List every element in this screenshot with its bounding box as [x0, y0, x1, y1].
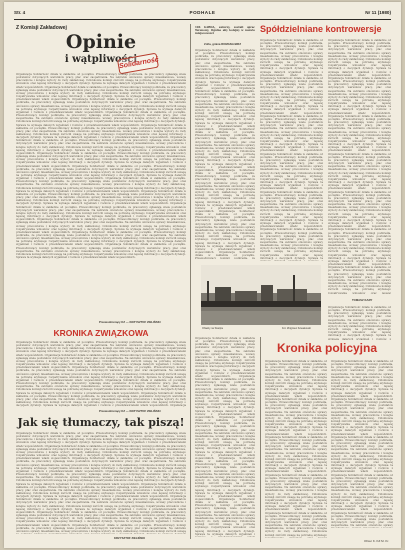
signature-opinie: Przewodniczący KZ — KRZYSZTOF ZIELIŃSKI [99, 320, 161, 324]
signature-spoldzielniane: TOMASZ KARY [352, 298, 373, 302]
middle-lead: 106 GARDA, autorzy, zostali oprac Terenowy, Ogólne aby kolejny w nazwie miejscowości [195, 26, 255, 36]
kronika-policyjna-col1: Organizacja Solidarność działa w zakładzie od początku. Przewodniczący komisji podkreśla, że pracownicy zgłaszają wiele postulatów dotyczących warunków pracy, płac oraz zaopatrzenia. Na zebraniu omówiono sprawy mieszkaniowe, wczasy pracownicze i kolejne wybory do rady zakładowej. Członkowie komisji zwrócili uwagę na potrzebę szybszego rozpatrywania wniosków oraz lepszej informacji o decyzjach dyrekcji. Sprawa ta wymaga dalszych wyjaśnień i rozmów z przedstawicielami władz wojewódzkich. Organizacja Solidarność działa w zakładzie od początku. Przewodniczący komisji podkreśla, że pracownicy zgłaszają wiele postulatów dotyczących warunków pracy, płac oraz zaopatrzenia. Na zebraniu omówiono sprawy mieszkaniowe, wczasy pracownicze i kolejne wybory do rady zakładowej. Członkowie komisji zwrócili uwagę na potrzebę szybszego rozpatrywania wniosków oraz lepszej informacji o decyzjach dyrekcji. Sprawa ta wymaga dalszych wyjaśnień i rozmów z przedstawicielami władz wojewódzkich. Organizacja Solidarność działa w zakładzie od początku. Przewodniczący komisji podkreśla, że pracownicy zgłaszają wiele postulatów dotyczących warunków pracy, płac oraz zaopatrzenia. Na zebraniu omówiono sprawy mieszkaniowe, wczasy pracownicze i kolejne wybory do rady zakładowej. Członkowie komisji zwrócili uwagę na potrzebę szybszego rozpatrywania wniosków oraz lepszej informacji o decyzjach dyrekcji. Sprawa ta wymaga dalszych wyjaśnień i rozmów z przedstawicielami władz wojewódzkich. Organizacja Solidarność działa w zakładzie od początku. Przewodniczący komisji podkreśla, że pracownicy zgłaszają wiele postulatów dotyczących warunków pracy, płac oraz zaopatrzenia. Na zebraniu omówiono sprawy mieszkaniowe, wczasy pracownicze i kolejne wybory do rady zakładowej. Członkowie komisji zwrócili uwagę na potrzebę szybszego rozpatrywania wniosków oraz lepszej informacji o decyzjach dyrekcji. Sprawa ta wymaga dalszych wyjaśnień i rozmów z przedstawicielami władz wojewódzkich. Organizacja Solidarność działa w zakładzie od początku. Przewodniczący komisji podkreśla, że pracownicy zgłaszają wiele postulatów dotyczących warunków pracy, płac oraz zaopatrzenia. Na zebraniu omówiono sprawy mieszkaniowe, wczasy pracownicze i kolejne wybory do rady zakładowej. Członkowie komisji zwrócili uwagę na potrzebę szybszego [265, 360, 327, 537]
signature-jak-sie: KRZYSZTOF ZIELIŃSKI [114, 536, 146, 540]
spoldzielniane-note: Organizacja Solidarność działa w zakładzie od początku. Przewodniczący komisji podkreśla, że pracownicy zgłaszają wiele postulatów dotyczących warunków pracy, płac oraz zaopatrzenia. Na zebraniu omówiono sprawy mieszkaniowe, wczasy pracownicze i kolejne wybory do rady zakładowej. Członkowie komisji zwrócili uwagę na potrzebę szybszego rozpatrywania wniosków oraz lepszej informacji o decyzjach dyrekcji. Sprawa ta wymaga dalszych wyjaśnień i rozmów z [328, 306, 391, 340]
factory-photo [201, 265, 321, 325]
section-kicker: Z Komisji Zakładowej [16, 25, 67, 31]
middle-author: Zofia, gmina ROMANA BIRZ [204, 42, 242, 46]
middle-column-body: Organizacja Solidarność działa w zakładzie od początku. Przewodniczący komisji podkreśla, że pracownicy zgłaszają wiele postulatów dotyczących warunków pracy, płac oraz zaopatrzenia. Na zebraniu omówiono sprawy mieszkaniowe, wczasy pracownicze i kolejne wybory do rady zakładowej. Członkowie komisji zwrócili uwagę na potrzebę szybszego rozpatrywania wniosków oraz lepszej informacji o decyzjach dyrekcji. Sprawa ta wymaga dalszych wyjaśnień i rozmów z przedstawicielami władz wojewódzkich. Organizacja Solidarność działa w zakładzie od początku. Przewodniczący komisji podkreśla, że pracownicy zgłaszają wiele postulatów dotyczących warunków pracy, płac oraz zaopatrzenia. Na zebraniu omówiono sprawy mieszkaniowe, wczasy pracownicze i kolejne wybory do rady zakładowej. Członkowie komisji zwrócili uwagę na potrzebę szybszego rozpatrywania wniosków oraz lepszej informacji o decyzjach dyrekcji. Sprawa ta wymaga dalszych wyjaśnień i rozmów z przedstawicielami władz wojewódzkich. Organizacja Solidarność działa w zakładzie od początku. Przewodniczący komisji podkreśla, że pracownicy zgłaszają wiele postulatów dotyczących warunków pracy, płac oraz zaopatrzenia. Na zebraniu omówiono sprawy mieszkaniowe, wczasy pracownicze i kolejne wybory do rady zakładowej. Członkowie komisji zwrócili uwagę na potrzebę szybszego rozpatrywania wniosków oraz lepszej informacji o decyzjach dyrekcji. Sprawa ta wymaga dalszych wyjaśnień i rozmów z przedstawicielami władz wojewódzkich. Organizacja Solidarność działa w zakładzie od początku. Przewodniczący komisji podkreśla, że pracownicy zgłaszają wiele postulatów dotyczących warunków pracy, płac oraz zaopatrzenia. Na zebraniu omówiono sprawy mieszkaniowe, wczasy pracownicze i kolejne wybory do rady zakładowej. Członkowie komisji zwrócili uwagę na potrzebę szybszego rozpatrywania wniosków oraz lepszej informacji o decyzjach dyrekcji. Sprawa ta wymaga dalszych wyjaśnień i rozmów z przedstawicielami władz wojewódzkich. Organizacja Solidarność działa w zakładzie od początku. Przewodniczący komisji podkreśla, że pracownicy zgłaszają wiele postulatów dotyczących warunków pracy, płac oraz zaopatrzenia. Na zebraniu omówiono sprawy mieszkaniowe, wczasy pracownicze i kolejne wybory do rady zakładowej. Członkowie komisji zwrócili uwagę na potrzebę szybszego rozpatrywania wniosków oraz lepszej informacji o decyzjach dyrekcji. Sprawa ta wymaga dalszych wyjaśnień i rozmów z przedstawicielami władz wojewódzkich. Organizacja Solidarność działa w zakładzie od początku. Przewodniczący komisji podkreśla, że [195, 49, 255, 259]
kronika-zwiazkowa-body: Organizacja Solidarność działa w zakładzie od początku. Przewodniczący komisji podkreśla, że pracownicy zgłaszają wiele postulatów dotyczących warunków pracy, płac oraz zaopatrzenia. Na zebraniu omówiono sprawy mieszkaniowe, wczasy pracownicze i kolejne wybory do rady zakładowej. Członkowie komisji zwrócili uwagę na potrzebę szybszego rozpatrywania wniosków oraz lepszej informacji o decyzjach dyrekcji. Sprawa ta wymaga dalszych wyjaśnień i rozmów z przedstawicielami władz wojewódzkich. Organizacja Solidarność działa w zakładzie od początku. Przewodniczący komisji podkreśla, że pracownicy zgłaszają wiele postulatów dotyczących warunków pracy, płac oraz zaopatrzenia. Na zebraniu omówiono sprawy mieszkaniowe, wczasy pracownicze i kolejne wybory do rady zakładowej. Członkowie komisji zwrócili uwagę na potrzebę szybszego rozpatrywania wniosków oraz lepszej informacji o decyzjach dyrekcji. Sprawa ta wymaga dalszych wyjaśnień i rozmów z przedstawicielami władz wojewódzkich. Organizacja Solidarność działa w zakładzie od początku. Przewodniczący komisji podkreśla, że pracownicy zgłaszają wiele postulatów dotyczących warunków pracy, płac oraz zaopatrzenia. Na zebraniu omówiono sprawy mieszkaniowe, wczasy pracownicze i kolejne wybory do rady zakładowej. Członkowie komisji zwrócili uwagę na potrzebę szybszego rozpatrywania wniosków oraz lepszej informacji o decyzjach dyrekcji. Sprawa ta wymaga dalszych wyjaśnień i rozmów z przedstawicielami władz wojewódzkich. Organizacja Solidarność działa w zakładzie od początku. Przewodniczący komisji podkreśla, że pracownicy zgłaszają wiele postulatów dotyczących warunków pracy, płac oraz zaopatrzenia. Na zebraniu omówiono sprawy mieszkaniowe, wczasy pracownicze i kolejne wybory do rady zakładowej. Członkowie komisji zwrócili uwagę na potrzebę szybszego rozpatrywania wniosków oraz lepszej informacji o decyzjach dyrekcji. Sprawa ta wymaga dalszych wyjaśnień i rozmów z przedstawicielami władz wojewódzkich. Organizacja Solidarność działa w zakładzie od początku. Przewodniczący komisji podkreśla, że pracownicy zgłaszają wiele postulatów dotyczących warunków pracy, płac oraz zaopatrzenia. Na zebraniu omówiono sprawy mieszkaniowe, wczasy pracownicze i kolejne wybory do rady zakładowej. Członkowie komisji zwrócili uwagę na potrzebę szybszego rozpatrywania wniosków oraz lepszej informacji o decyzjach dyrekcji. Sprawa ta wymaga dalszych wyjaśnień i rozmów z przedstawicielami władz wojewódzkich. Organizacja [16, 341, 186, 407]
signature-kronika: Przewodniczący KZ — KRZYSZTOF ZIELIŃSKI [99, 409, 161, 413]
article-body-jak-sie-tlumaczy: Organizacja Solidarność działa w zakładzie od początku. Przewodniczący komisji podkreśla, że pracownicy zgłaszają wiele postulatów dotyczących warunków pracy, płac oraz zaopatrzenia. Na zebraniu omówiono sprawy mieszkaniowe, wczasy pracownicze i kolejne wybory do rady zakładowej. Członkowie komisji zwrócili uwagę na potrzebę szybszego rozpatrywania wniosków oraz lepszej informacji o decyzjach dyrekcji. Sprawa ta wymaga dalszych wyjaśnień i rozmów z przedstawicielami władz wojewódzkich. Organizacja Solidarność działa w zakładzie od początku. Przewodniczący komisji podkreśla, że pracownicy zgłaszają wiele postulatów dotyczących warunków pracy, płac oraz zaopatrzenia. Na zebraniu omówiono sprawy mieszkaniowe, wczasy pracownicze i kolejne wybory do rady zakładowej. Członkowie komisji zwrócili uwagę na potrzebę szybszego rozpatrywania wniosków oraz lepszej informacji o decyzjach dyrekcji. Sprawa ta wymaga dalszych wyjaśnień i rozmów z przedstawicielami władz wojewódzkich. Organizacja Solidarność działa w zakładzie od początku. Przewodniczący komisji podkreśla, że pracownicy zgłaszają wiele postulatów dotyczących warunków pracy, płac oraz zaopatrzenia. Na zebraniu omówiono sprawy mieszkaniowe, wczasy pracownicze i kolejne wybory do rady zakładowej. Członkowie komisji zwrócili uwagę na potrzebę szybszego rozpatrywania wniosków oraz lepszej informacji o decyzjach dyrekcji. Sprawa ta wymaga dalszych wyjaśnień i rozmów z przedstawicielami władz wojewódzkich. Organizacja Solidarność działa w zakładzie od początku. Przewodniczący komisji podkreśla, że pracownicy zgłaszają wiele postulatów dotyczących warunków pracy, płac oraz zaopatrzenia. Na zebraniu omówiono sprawy mieszkaniowe, wczasy pracownicze i kolejne wybory do rady zakładowej. Członkowie komisji zwrócili uwagę na potrzebę szybszego rozpatrywania wniosków oraz lepszej informacji o decyzjach dyrekcji. Sprawa ta wymaga dalszych wyjaśnień i rozmów z przedstawicielami władz wojewódzkich. Organizacja Solidarność działa w zakładzie od początku. Przewodniczący komisji podkreśla, że pracownicy zgłaszają wiele postulatów dotyczących warunków pracy, płac oraz zaopatrzenia. Na zebraniu omówiono sprawy mieszkaniowe, wczasy pracownicze i kolejne wybory do rady zakładowej. Członkowie komisji zwrócili uwagę na potrzebę szybszego rozpatrywania wniosków oraz lepszej informacji o decyzjach dyrekcji. Sprawa ta wymaga dalszych wyjaśnień i rozmów z przedstawicielami władz wojewódzkich. Organizacja Solidarność działa w zakładzie od początku. Przewodniczący komisji podkreśla, że pracownicy zgłaszają wiele postulatów dotyczących warunków pracy, płac oraz zaopatrzenia. Na zebraniu omówiono sprawy mieszkaniowe, wczasy pracownicze i kolejne wybory do rady zakładowej. Członkowie komisji zwrócili uwagę na potrzebę szybszego rozpatrywania wniosków oraz lepszej informacji o decyzjach dyrekcji. Sprawa ta wymaga dalszych wyjaśnień i rozmów z przedstawicielami władz wojewódzkich. Organizacja Solidarność działa w zakładzie od początku. Przewodniczący komisji podkreśla, że pracownicy zgłaszają wiele postulatów dotyczących warunków pracy, płac oraz zaopatrzenia. Na zebraniu omówiono sprawy mieszkaniowe, wczasy pracownicze i kolejne wybory do rady zakładowej. Członkowie komisji zwrócili uwagę na potrzebę szybszego rozpatrywania wniosków oraz lepszej informacji o decyzjach dyrekcji. Sprawa ta wymaga dalszych wyjaśnień i rozmów z przedstawicielami władz wojewódzkich. Organizacja Solidarność działa w zakładzie od początku. Przewodniczący komisji podkreśla, że pracownicy zgłaszają wiele postulatów dotyczących warunków pracy, płac oraz zaopatrzenia. Na zebraniu omówiono sprawy mieszkaniowe, wczasy pracownicze i kolejne wybory do rady zakładowej. Członkowie komisji zwrócili uwagę [16, 432, 186, 533]
column-rule [190, 24, 191, 539]
header-rule [14, 19, 391, 20]
photo-caption-left: Obiekty na Skarpie [202, 327, 224, 330]
solidarnosc-stamp: Solidarność [117, 53, 159, 75]
spoldzielniane-title: Spółdzielniane kontrowersje [260, 24, 382, 34]
kronika-policyjna-col2: Organizacja Solidarność działa w zakładzie od początku. Przewodniczący komisji podkreśla, że pracownicy zgłaszają wiele postulatów dotyczących warunków pracy, płac oraz zaopatrzenia. Na zebraniu omówiono sprawy mieszkaniowe, wczasy pracownicze i kolejne wybory do rady zakładowej. Członkowie komisji zwrócili uwagę na potrzebę szybszego rozpatrywania wniosków oraz lepszej informacji o decyzjach dyrekcji. Sprawa ta wymaga dalszych wyjaśnień i rozmów z przedstawicielami władz wojewódzkich. Organizacja Solidarność działa w zakładzie od początku. Przewodniczący komisji podkreśla, że pracownicy zgłaszają wiele postulatów dotyczących warunków pracy, płac oraz zaopatrzenia. Na zebraniu omówiono sprawy mieszkaniowe, wczasy pracownicze i kolejne wybory do rady zakładowej. Członkowie komisji zwrócili uwagę na potrzebę szybszego rozpatrywania wniosków oraz lepszej informacji o decyzjach dyrekcji. Sprawa ta wymaga dalszych wyjaśnień i rozmów z przedstawicielami władz wojewódzkich. Organizacja Solidarność działa w zakładzie od początku. Przewodniczący komisji podkreśla, że pracownicy zgłaszają wiele postulatów dotyczących warunków pracy, płac oraz zaopatrzenia. Na zebraniu omówiono sprawy mieszkaniowe, wczasy pracownicze i kolejne wybory do rady zakładowej. Członkowie komisji zwrócili uwagę na potrzebę szybszego rozpatrywania wniosków oraz lepszej informacji o decyzjach dyrekcji. Sprawa ta wymaga dalszych wyjaśnień i rozmów z przedstawicielami władz wojewódzkich. Organizacja Solidarność działa w zakładzie od początku. Przewodniczący komisji podkreśla, że pracownicy zgłaszają wiele postulatów dotyczących warunków pracy, płac oraz zaopatrzenia. Na zebraniu omówiono sprawy mieszkaniowe, wczasy pracownicze i kolejne wybory do rady zakładowej. Członkowie komisji zwrócili uwagę na potrzebę szybszego rozpatrywania wniosków oraz lepszej informacji o decyzjach dyrekcji. Sprawa ta wymaga dalszych wyjaśnień i rozmów z przedstawicielami władz wojewódzkich. Organizacja Solidarność działa w zakładzie od początku. Przewodniczący komisji podkreśla, że pracownicy zgłaszają wiele postulatów dotyczących warunków pracy, płac oraz zaopatrzenia. Na zebraniu omówiono sprawy [331, 360, 393, 528]
headline-jak-sie-tlumaczy: Jak się tłumaczy, tak piszą! [17, 416, 185, 429]
kronika-zwiazkowa-title: KRONIKA ZWIĄZKOWA [53, 328, 149, 338]
newspaper-page [4, 2, 401, 548]
article-body-opinie: Organizacja Solidarność działa w zakładzie od początku. Przewodniczący komisji podkreśla, że pracownicy zgłaszają wiele postulatów dotyczących warunków pracy, płac oraz zaopatrzenia. Na zebraniu omówiono sprawy mieszkaniowe, wczasy pracownicze i kolejne wybory do rady zakładowej. Członkowie komisji zwrócili uwagę na potrzebę szybszego rozpatrywania wniosków oraz lepszej informacji o decyzjach dyrekcji. Sprawa ta wymaga dalszych wyjaśnień i rozmów z przedstawicielami władz wojewódzkich. Organizacja Solidarność działa w zakładzie od początku. Przewodniczący komisji podkreśla, że pracownicy zgłaszają wiele postulatów dotyczących warunków pracy, płac oraz zaopatrzenia. Na zebraniu omówiono sprawy mieszkaniowe, wczasy pracownicze i kolejne wybory do rady zakładowej. Członkowie komisji zwrócili uwagę na potrzebę szybszego rozpatrywania wniosków oraz lepszej informacji o decyzjach dyrekcji. Sprawa ta wymaga dalszych wyjaśnień i rozmów z przedstawicielami władz wojewódzkich. Organizacja Solidarność działa w zakładzie od początku. Przewodniczący komisji podkreśla, że pracownicy zgłaszają wiele postulatów dotyczących warunków pracy, płac oraz zaopatrzenia. Na zebraniu omówiono sprawy mieszkaniowe, wczasy pracownicze i kolejne wybory do rady zakładowej. Członkowie komisji zwrócili uwagę na potrzebę szybszego rozpatrywania wniosków oraz lepszej informacji o decyzjach dyrekcji. Sprawa ta wymaga dalszych wyjaśnień i rozmów z przedstawicielami władz wojewódzkich. Organizacja Solidarność działa w zakładzie od początku. Przewodniczący komisji podkreśla, że pracownicy zgłaszają wiele postulatów dotyczących warunków pracy, płac oraz zaopatrzenia. Na zebraniu omówiono sprawy mieszkaniowe, wczasy pracownicze i kolejne wybory do rady zakładowej. Członkowie komisji zwrócili uwagę na potrzebę szybszego rozpatrywania wniosków oraz lepszej informacji o decyzjach dyrekcji. Sprawa ta wymaga dalszych wyjaśnień i rozmów z przedstawicielami władz wojewódzkich. Organizacja Solidarność działa w zakładzie od początku. Przewodniczący komisji podkreśla, że pracownicy zgłaszają wiele postulatów dotyczących warunków pracy, płac oraz zaopatrzenia. Na zebraniu omówiono sprawy mieszkaniowe, wczasy pracownicze i kolejne wybory do rady zakładowej. Członkowie komisji zwrócili uwagę na potrzebę szybszego rozpatrywania wniosków oraz lepszej informacji o decyzjach dyrekcji. Sprawa ta wymaga dalszych wyjaśnień i rozmów z przedstawicielami władz wojewódzkich. Organizacja Solidarność działa w zakładzie od początku. Przewodniczący komisji podkreśla, że pracownicy zgłaszają wiele postulatów dotyczących warunków pracy, płac oraz zaopatrzenia. Na zebraniu omówiono sprawy mieszkaniowe, wczasy pracownicze i kolejne wybory do rady zakładowej. Członkowie komisji zwrócili uwagę na potrzebę szybszego rozpatrywania wniosków oraz lepszej informacji o decyzjach dyrekcji. Sprawa ta wymaga dalszych wyjaśnień i rozmów z przedstawicielami władz wojewódzkich. Organizacja Solidarność działa w zakładzie od początku. Przewodniczący komisji podkreśla, że pracownicy zgłaszają wiele postulatów dotyczących warunków pracy, płac oraz zaopatrzenia. Na zebraniu omówiono sprawy mieszkaniowe, wczasy pracownicze i kolejne wybory do rady zakładowej. Członkowie komisji zwrócili uwagę na potrzebę szybszego rozpatrywania wniosków oraz lepszej informacji o decyzjach dyrekcji. Sprawa ta wymaga dalszych wyjaśnień i rozmów z przedstawicielami władz wojewódzkich. Organizacja Solidarność działa w zakładzie od początku. Przewodniczący komisji podkreśla, że pracownicy zgłaszają wiele postulatów dotyczących warunków pracy, płac oraz zaopatrzenia. Na zebraniu omówiono sprawy mieszkaniowe, wczasy pracownicze i kolejne wybory do rady zakładowej. Członkowie komisji zwrócili uwagę na potrzebę szybszego rozpatrywania wniosków oraz lepszej informacji o decyzjach dyrekcji. Sprawa ta wymaga dalszych wyjaśnień i rozmów z przedstawicielami władz wojewódzkich. Organizacja Solidarność działa w zakładzie od początku. Przewodniczący komisji podkreśla, że pracownicy zgłaszają wiele postulatów dotyczących warunków pracy, płac oraz zaopatrzenia. Na zebraniu omówiono sprawy mieszkaniowe, wczasy pracownicze i kolejne wybory do rady zakładowej. Członkowie komisji zwrócili uwagę na potrzebę szybszego rozpatrywania wniosków oraz lepszej informacji o decyzjach dyrekcji. Sprawa ta wymaga dalszych wyjaśnień i rozmów z przedstawicielami władz wojewódzkich. Organizacja Solidarność działa w zakładzie od początku. Przewodniczący komisji podkreśla, że pracownicy zgłaszają wiele postulatów dotyczących warunków pracy, płac oraz zaopatrzenia. Na zebraniu omówiono sprawy mieszkaniowe, wczasy pracownicze i kolejne wybory do rady zakładowej. Członkowie komisji zwrócili uwagę na potrzebę szybszego rozpatrywania wniosków oraz lepszej informacji o decyzjach dyrekcji. Sprawa ta wymaga dalszych wyjaśnień i rozmów z przedstawicielami władz wojewódzkich. Organizacja Solidarność działa w zakładzie od początku. Przewodniczący komisji podkreśla, że pracownicy zgłaszają wiele postulatów dotyczących warunków pracy, płac oraz zaopatrzenia. Na zebraniu omówiono sprawy mieszkaniowe, wczasy pracownicze i kolejne wybory do rady zakładowej. Członkowie komisji zwrócili uwagę na potrzebę szybszego rozpatrywania wniosków oraz lepszej informacji o decyzjach dyrekcji. Sprawa ta wymaga dalszych wyjaśnień i rozmów z przedstawicielami władz wojewódzkich. Organizacja Solidarność działa w zakładzie od początku. Przewodniczący komisji podkreśla, że pracownicy zgłaszają wiele postulatów dotyczących warunków pracy, płac oraz zaopatrzenia. Na zebraniu omówiono sprawy mieszkaniowe, wczasy pracownicze i kolejne wybory do rady zakładowej. Członkowie komisji zwrócili uwagę na potrzebę szybszego rozpatrywania wniosków oraz lepszej informacji o decyzjach dyrekcji. Sprawa ta wymaga dalszych wyjaśnień i rozmów z przedstawicielami władz wojewódzkich. Organizacja Solidarność działa w zakładzie od początku. Przewodniczący komisji podkreśla, że pracownicy zgłaszają wiele postulatów dotyczących warunków pracy, płac oraz zaopatrzenia. Na zebraniu omówiono sprawy mieszkaniowe, wczasy pracownicze i kolejne wybory do rady zakładowej. Członkowie komisji zwrócili uwagę na potrzebę szybszego rozpatrywania wniosków oraz lepszej informacji o decyzjach dyrekcji. Sprawa ta wymaga dalszych wyjaśnień i rozmów z przedstawicielami władz wojewódzkich. Organizacja Solidarność działa w zakładzie od początku. Przewodniczący komisji podkreśla, że pracownicy zgłaszają wiele postulatów dotyczących warunków pracy, płac oraz zaopatrzenia. Na zebraniu omówiono sprawy mieszkaniowe, wczasy pracownicze i kolejne wybory do rady zakładowej. Członkowie komisji zwrócili uwagę na potrzebę szybszego rozpatrywania wniosków oraz lepszej informacji o decyzjach dyrekcji. Sprawa ta wymaga dalszych wyjaśnień i rozmów z przedstawicielami władz wojewódzkich. [16, 73, 186, 260]
page-number: Str. 4 [14, 10, 26, 15]
footer-note: Oficer K. KZ M. Kr. [363, 539, 389, 543]
masthead: PODHALE [189, 10, 216, 15]
headline-watpliwosci: i wątpliwości [64, 54, 138, 65]
column-rule [260, 337, 261, 542]
kronika-policyjna-title: Kronika policyjna [276, 341, 378, 355]
spoldzielniane-body-col2: Organizacja Solidarność działa w zakładzie od początku. Przewodniczący komisji podkreśla, że pracownicy zgłaszają wiele postulatów dotyczących warunków pracy, płac oraz zaopatrzenia. Na zebraniu omówiono sprawy mieszkaniowe, wczasy pracownicze i kolejne wybory do rady zakładowej. Członkowie komisji zwrócili uwagę na potrzebę szybszego rozpatrywania wniosków oraz lepszej informacji o decyzjach dyrekcji. Sprawa ta wymaga dalszych wyjaśnień i rozmów z przedstawicielami władz wojewódzkich. Organizacja Solidarność działa w zakładzie od początku. Przewodniczący komisji podkreśla, że pracownicy zgłaszają wiele postulatów dotyczących warunków pracy, płac oraz zaopatrzenia. Na zebraniu omówiono sprawy mieszkaniowe, wczasy pracownicze i kolejne wybory do rady zakładowej. Członkowie komisji zwrócili uwagę na potrzebę szybszego rozpatrywania wniosków oraz lepszej informacji o decyzjach dyrekcji. Sprawa ta wymaga dalszych wyjaśnień i rozmów z przedstawicielami władz wojewódzkich. Organizacja Solidarność działa w zakładzie od początku. Przewodniczący komisji podkreśla, że pracownicy zgłaszają wiele postulatów dotyczących warunków pracy, płac oraz zaopatrzenia. Na zebraniu omówiono sprawy mieszkaniowe, wczasy pracownicze i kolejne wybory do rady zakładowej. Członkowie komisji zwrócili uwagę na potrzebę szybszego rozpatrywania wniosków oraz lepszej informacji o decyzjach dyrekcji. Sprawa ta wymaga dalszych wyjaśnień i rozmów z przedstawicielami władz wojewódzkich. Organizacja Solidarność działa w zakładzie od początku. Przewodniczący komisji podkreśla, że pracownicy zgłaszają wiele postulatów dotyczących warunków pracy, płac oraz zaopatrzenia. Na zebraniu omówiono sprawy mieszkaniowe, wczasy pracownicze i kolejne wybory do rady zakładowej. Członkowie komisji zwrócili uwagę na potrzebę szybszego rozpatrywania wniosków oraz lepszej informacji o decyzjach dyrekcji. Sprawa ta wymaga dalszych wyjaśnień i rozmów z przedstawicielami władz wojewódzkich. Organizacja Solidarność działa w zakładzie od początku. Przewodniczący komisji podkreśla, że pracownicy zgłaszają wiele postulatów dotyczących warunków pracy, płac oraz zaopatrzenia. Na zebraniu omówiono sprawy mieszkaniowe, wczasy pracownicze i kolejne wybory do rady zakładowej. Członkowie komisji zwrócili uwagę na potrzebę szybszego rozpatrywania wniosków oraz lepszej informacji o decyzjach dyrekcji. Sprawa ta wymaga dalszych wyjaśnień i rozmów z przedstawicielami władz wojewódzkich. Organizacja Solidarność działa w zakładzie od początku. Przewodniczący komisji podkreśla, że pracownicy zgłaszają wiele postulatów dotyczących warunków pracy, płac oraz zaopatrzenia. Na zebraniu omówiono sprawy mieszkaniowe, wczasy pracownicze i kolejne wybory do rady zakładowej. Członkowie komisji zwrócili uwagę na potrzebę szybszego rozpatrywania wniosków oraz lepszej informacji o decyzjach dyrekcji. Sprawa ta wymaga dalszych wyjaśnień i rozmów z przedstawicielami władz wojewódzkich. Organizacja Solidarność działa w zakładzie od początku. Przewodniczący komisji podkreśla, że pracownicy zgłaszają wiele postulatów dotyczących warunków pracy, płac oraz zaopatrzenia. Na zebraniu omówiono sprawy mieszkaniowe, wczasy pracownicze i kolejne wybory do rady zakładowej. Członkowie komisji zwrócili uwagę na potrzebę szybszego rozpatrywania wniosków oraz lepszej [328, 39, 391, 294]
spoldzielniane-body-col1: Organizacja Solidarność działa w zakładzie od początku. Przewodniczący komisji podkreśla, że pracownicy zgłaszają wiele postulatów dotyczących warunków pracy, płac oraz zaopatrzenia. Na zebraniu omówiono sprawy mieszkaniowe, wczasy pracownicze i kolejne wybory do rady zakładowej. Członkowie komisji zwrócili uwagę na potrzebę szybszego rozpatrywania wniosków oraz lepszej informacji o decyzjach dyrekcji. Sprawa ta wymaga dalszych wyjaśnień i rozmów z przedstawicielami władz wojewódzkich. Organizacja Solidarność działa w zakładzie od początku. Przewodniczący komisji podkreśla, że pracownicy zgłaszają wiele postulatów dotyczących warunków pracy, płac oraz zaopatrzenia. Na zebraniu omówiono sprawy mieszkaniowe, wczasy pracownicze i kolejne wybory do rady zakładowej. Członkowie komisji zwrócili uwagę na potrzebę szybszego rozpatrywania wniosków oraz lepszej informacji o decyzjach dyrekcji. Sprawa ta wymaga dalszych wyjaśnień i rozmów z przedstawicielami władz wojewódzkich. Organizacja Solidarność działa w zakładzie od początku. Przewodniczący komisji podkreśla, że pracownicy zgłaszają wiele postulatów dotyczących warunków pracy, płac oraz zaopatrzenia. Na zebraniu omówiono sprawy mieszkaniowe, wczasy pracownicze i kolejne wybory do rady zakładowej. Członkowie komisji zwrócili uwagę na potrzebę szybszego rozpatrywania wniosków oraz lepszej informacji o decyzjach dyrekcji. Sprawa ta wymaga dalszych wyjaśnień i rozmów z przedstawicielami władz wojewódzkich. Organizacja Solidarność działa w zakładzie od początku. Przewodniczący komisji podkreśla, że pracownicy zgłaszają wiele postulatów dotyczących warunków pracy, płac oraz zaopatrzenia. Na zebraniu omówiono sprawy mieszkaniowe, wczasy pracownicze i kolejne wybory do rady zakładowej. Członkowie komisji zwrócili uwagę na potrzebę szybszego rozpatrywania wniosków oraz lepszej informacji o decyzjach dyrekcji. Sprawa ta wymaga dalszych wyjaśnień i rozmów z przedstawicielami władz wojewódzkich. Organizacja Solidarność działa w zakładzie od początku. Przewodniczący komisji podkreśla, że pracownicy zgłaszają wiele postulatów dotyczących warunków pracy, płac oraz zaopatrzenia. Na zebraniu omówiono sprawy mieszkaniowe, wczasy pracownicze i kolejne wybory do rady zakładowej. Członkowie komisji zwrócili uwagę na potrzebę szybszego rozpatrywania wniosków oraz lepszej informacji o decyzjach dyrekcji. Sprawa ta wymaga dalszych wyjaśnień i rozmów z przedstawicielami władz wojewódzkich. Organizacja Solidarność działa w zakładzie od początku. Przewodniczący komisji podkreśla, że pracownicy zgłaszają wiele postulatów dotyczących warunków pracy, płac oraz zaopatrzenia. Na zebraniu omówiono sprawy mieszkaniowe, wczasy pracownicze i kolejne wybory do rady zakładowej. Członkowie komisji zwrócili uwagę na potrzebę szybszego rozpatrywania wniosków oraz lepszej informacji o decyzjach dyrekcji. Sprawa ta [260, 39, 323, 260]
lower-middle-body: Organizacja Solidarność działa w zakładzie od początku. Przewodniczący komisji podkreśla, że pracownicy zgłaszają wiele postulatów dotyczących warunków pracy, płac oraz zaopatrzenia. Na zebraniu omówiono sprawy mieszkaniowe, wczasy pracownicze i kolejne wybory do rady zakładowej. Członkowie komisji zwrócili uwagę na potrzebę szybszego rozpatrywania wniosków oraz lepszej informacji o decyzjach dyrekcji. Sprawa ta wymaga dalszych wyjaśnień i rozmów z przedstawicielami władz wojewódzkich. Organizacja Solidarność działa w zakładzie od początku. Przewodniczący komisji podkreśla, że pracownicy zgłaszają wiele postulatów dotyczących warunków pracy, płac oraz zaopatrzenia. Na zebraniu omówiono sprawy mieszkaniowe, wczasy pracownicze i kolejne wybory do rady zakładowej. Członkowie komisji zwrócili uwagę na potrzebę szybszego rozpatrywania wniosków oraz lepszej informacji o decyzjach dyrekcji. Sprawa ta wymaga dalszych wyjaśnień i rozmów z przedstawicielami władz wojewódzkich. Organizacja Solidarność działa w zakładzie od początku. Przewodniczący komisji podkreśla, że pracownicy zgłaszają wiele postulatów dotyczących warunków pracy, płac oraz zaopatrzenia. Na zebraniu omówiono sprawy mieszkaniowe, wczasy pracownicze i kolejne wybory do rady zakładowej. Członkowie komisji zwrócili uwagę na potrzebę szybszego rozpatrywania wniosków oraz lepszej informacji o decyzjach dyrekcji. Sprawa ta wymaga dalszych wyjaśnień i rozmów z przedstawicielami władz wojewódzkich. Organizacja Solidarność działa w zakładzie od początku. Przewodniczący komisji podkreśla, że pracownicy zgłaszają wiele postulatów dotyczących warunków pracy, płac oraz zaopatrzenia. Na zebraniu omówiono sprawy mieszkaniowe, wczasy pracownicze i kolejne wybory do rady zakładowej. Członkowie komisji zwrócili uwagę na potrzebę szybszego rozpatrywania wniosków oraz lepszej informacji o decyzjach dyrekcji. Sprawa ta wymaga dalszych wyjaśnień i rozmów z przedstawicielami władz wojewódzkich. Organizacja Solidarność działa w zakładzie od początku. Przewodniczący komisji podkreśla, że pracownicy zgłaszają wiele postulatów dotyczących warunków pracy, płac oraz zaopatrzenia. Na zebraniu omówiono sprawy mieszkaniowe, wczasy pracownicze i kolejne wybory do rady zakładowej. Członkowie komisji zwrócili uwagę na potrzebę szybszego rozpatrywania wniosków oraz lepszej informacji o decyzjach dyrekcji. Sprawa ta wymaga dalszych wyjaśnień i [195, 337, 255, 536]
photo-caption-right: Fot. Zbigniew Kowalewski [282, 327, 311, 330]
issue-number: Nr 11 (1980) [365, 10, 391, 15]
headline-opinie: Opinie [65, 31, 137, 53]
